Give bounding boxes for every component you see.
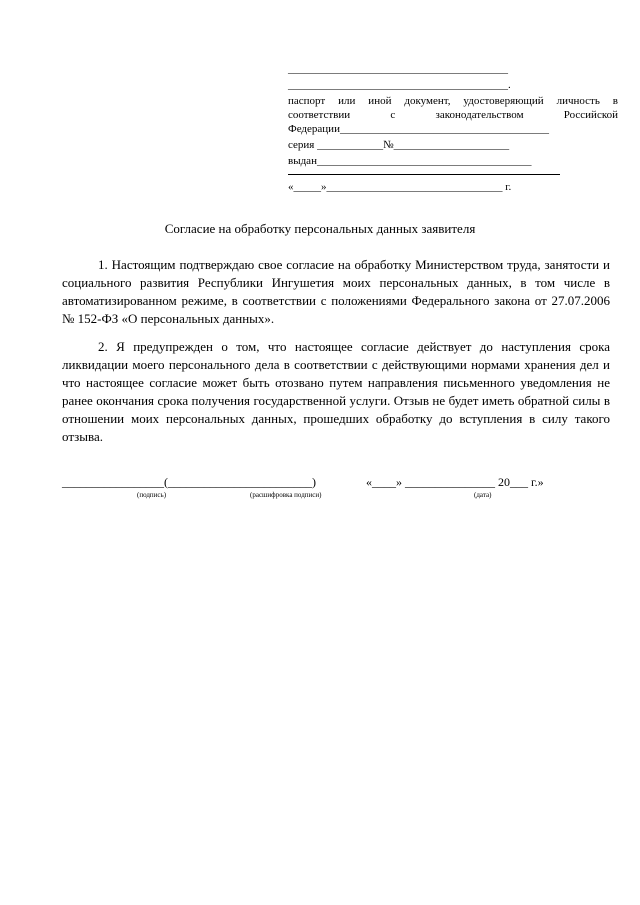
date-rest-blank: ________________________________ (326, 181, 503, 193)
applicant-name-line-1: ________________________________________ (288, 63, 508, 75)
number-label: № (383, 139, 394, 151)
issue-date-row (288, 180, 618, 194)
passport-description (288, 94, 618, 136)
date-open-quote: « (288, 181, 294, 193)
series-blank: ____________ (317, 139, 384, 151)
series-number-row (288, 138, 618, 152)
date-line: «____» _______________ 20___ г.» (366, 475, 544, 489)
series-label: серия (288, 139, 315, 151)
passport-text: паспорт или иной документ, удостоверяющий личность в соответствии с законодательством Российской Федерации (288, 95, 618, 135)
date-close-quote: » (321, 181, 327, 193)
paragraph-1: 1. Настоящим подтверждаю свое согласие на обработку Министерством труда, занятости и социального развития Республики Ингушетия моих персональных данных, в том числе в автоматизированном режиме, в соответствии с положениями Федерального закона от 27.07.2006 № 152-ФЗ «О персональных данных». (62, 257, 610, 326)
issued-label: выдан (288, 155, 317, 167)
issued-blank: _______________________________________ (316, 155, 532, 167)
caption-date: (дата) (474, 491, 492, 499)
caption-decode: (расшифровка подписи) (250, 491, 322, 499)
federation-blank: ______________________________________ (339, 123, 549, 135)
signature-line: _________________(________________________) (62, 475, 316, 489)
year-suffix: г. (505, 181, 512, 193)
issued-row (288, 154, 618, 168)
paragraph-2: 2. Я предупрежден о том, что настоящее согласие действует до наступления срока ликвидации моего персонального дела в соответствии с действующими нормами хранения дел и что настоящее согласие может быть отозвано путем направления письменного уведомления не ранее окончания срока получения государственной услуги. Отзыв не будет иметь обратной силы в отношении моих персональных данных, прошедших обработку до вступления в силу такого отзыва. (62, 339, 610, 444)
issued-continuation-line (288, 174, 560, 175)
date-day-blank: _____ (293, 181, 321, 193)
passport-block (288, 94, 618, 136)
number-blank: _____________________ (393, 139, 510, 151)
caption-signature: (подпись) (137, 491, 167, 499)
applicant-name-line-2: ________________________________________. (288, 79, 511, 91)
document-title: Согласие на обработку персональных данных заявителя (164, 221, 476, 236)
